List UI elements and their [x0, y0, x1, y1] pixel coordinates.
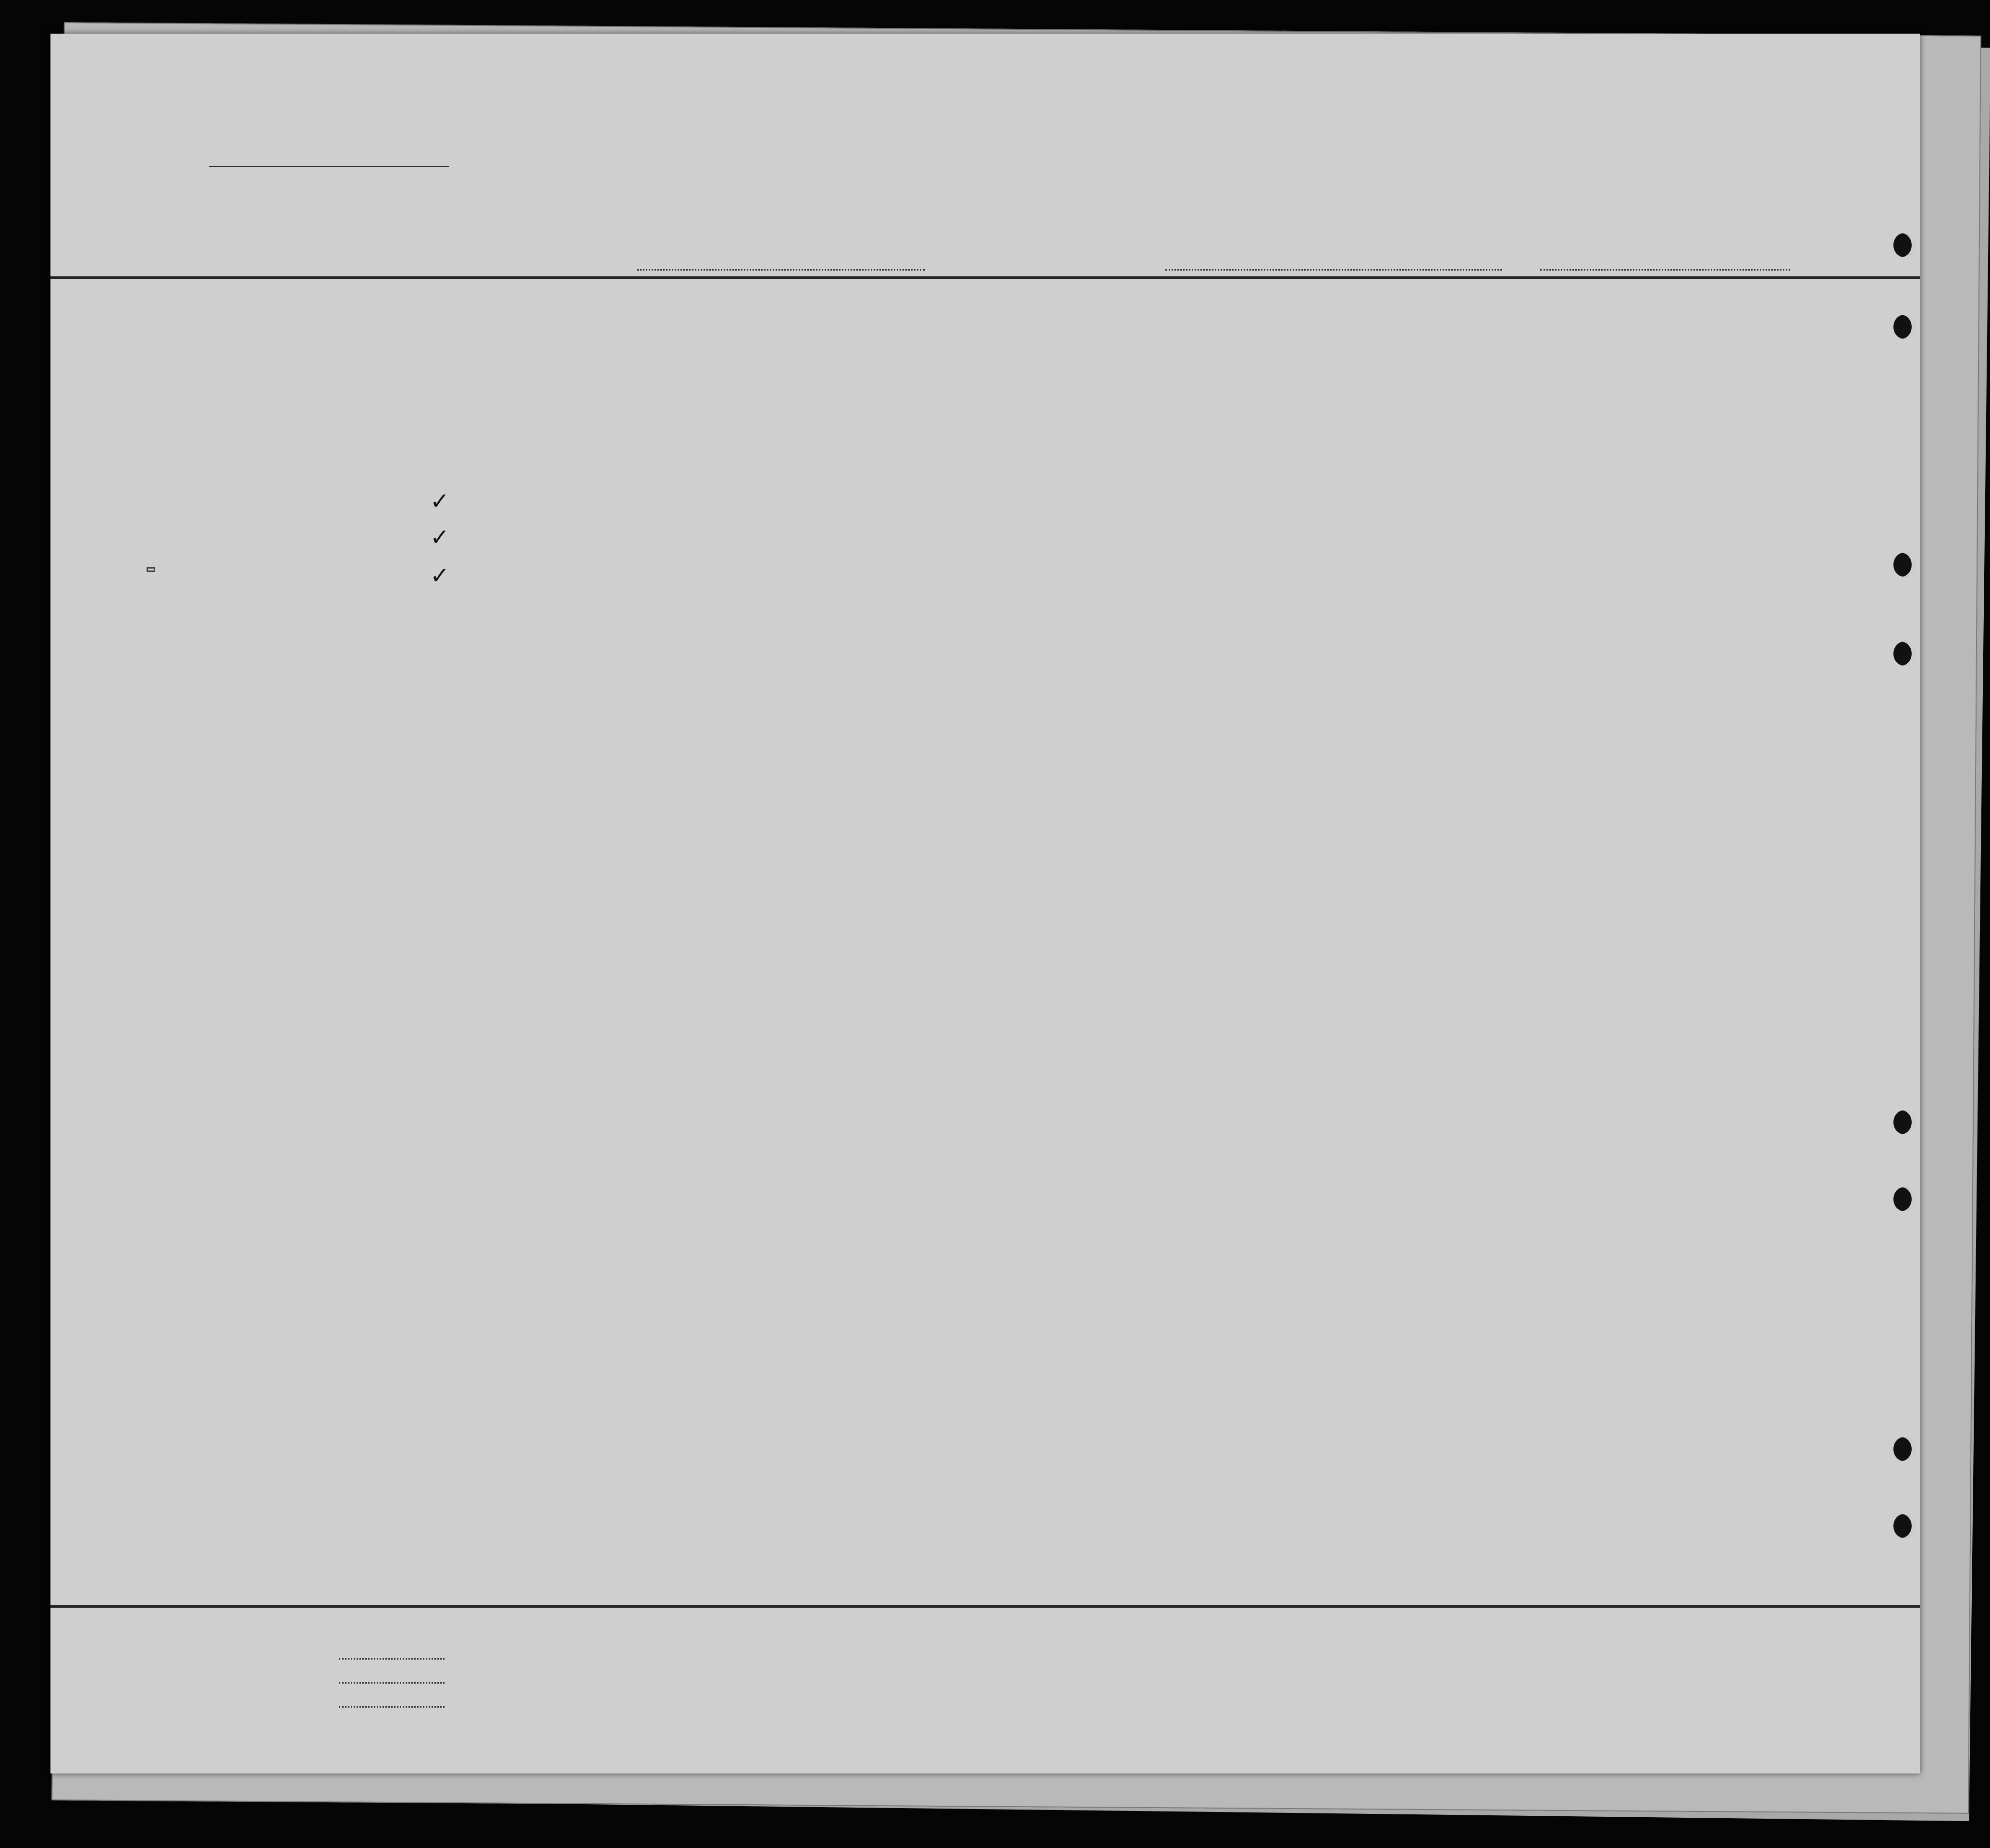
manifest-sheet [50, 34, 1920, 1774]
row3-check-icon: ✓ [430, 562, 450, 589]
binder-hole-6 [1893, 1187, 1915, 1211]
row1-check-icon: ✓ [430, 488, 450, 515]
ship-underline [637, 269, 925, 271]
header-rule [50, 276, 1920, 279]
row4-headtax [147, 567, 155, 572]
binder-hole-4 [1893, 642, 1915, 666]
footer-rule [50, 1605, 1920, 1608]
aliens-dots [339, 1706, 445, 1708]
total-dots [339, 1658, 445, 1660]
row2-check-icon: ✓ [430, 524, 450, 551]
binder-hole-8 [1893, 1514, 1915, 1538]
binder-hole-2 [1893, 315, 1915, 339]
list-underline [209, 166, 449, 167]
binder-hole-5 [1893, 1110, 1915, 1134]
date-underline [1540, 269, 1790, 271]
binder-hole-3 [1893, 553, 1915, 577]
port-underline [1165, 269, 1502, 271]
binder-hole-7 [1893, 1437, 1915, 1461]
binder-hole-1 [1893, 233, 1915, 257]
citizens-dots [339, 1682, 445, 1684]
